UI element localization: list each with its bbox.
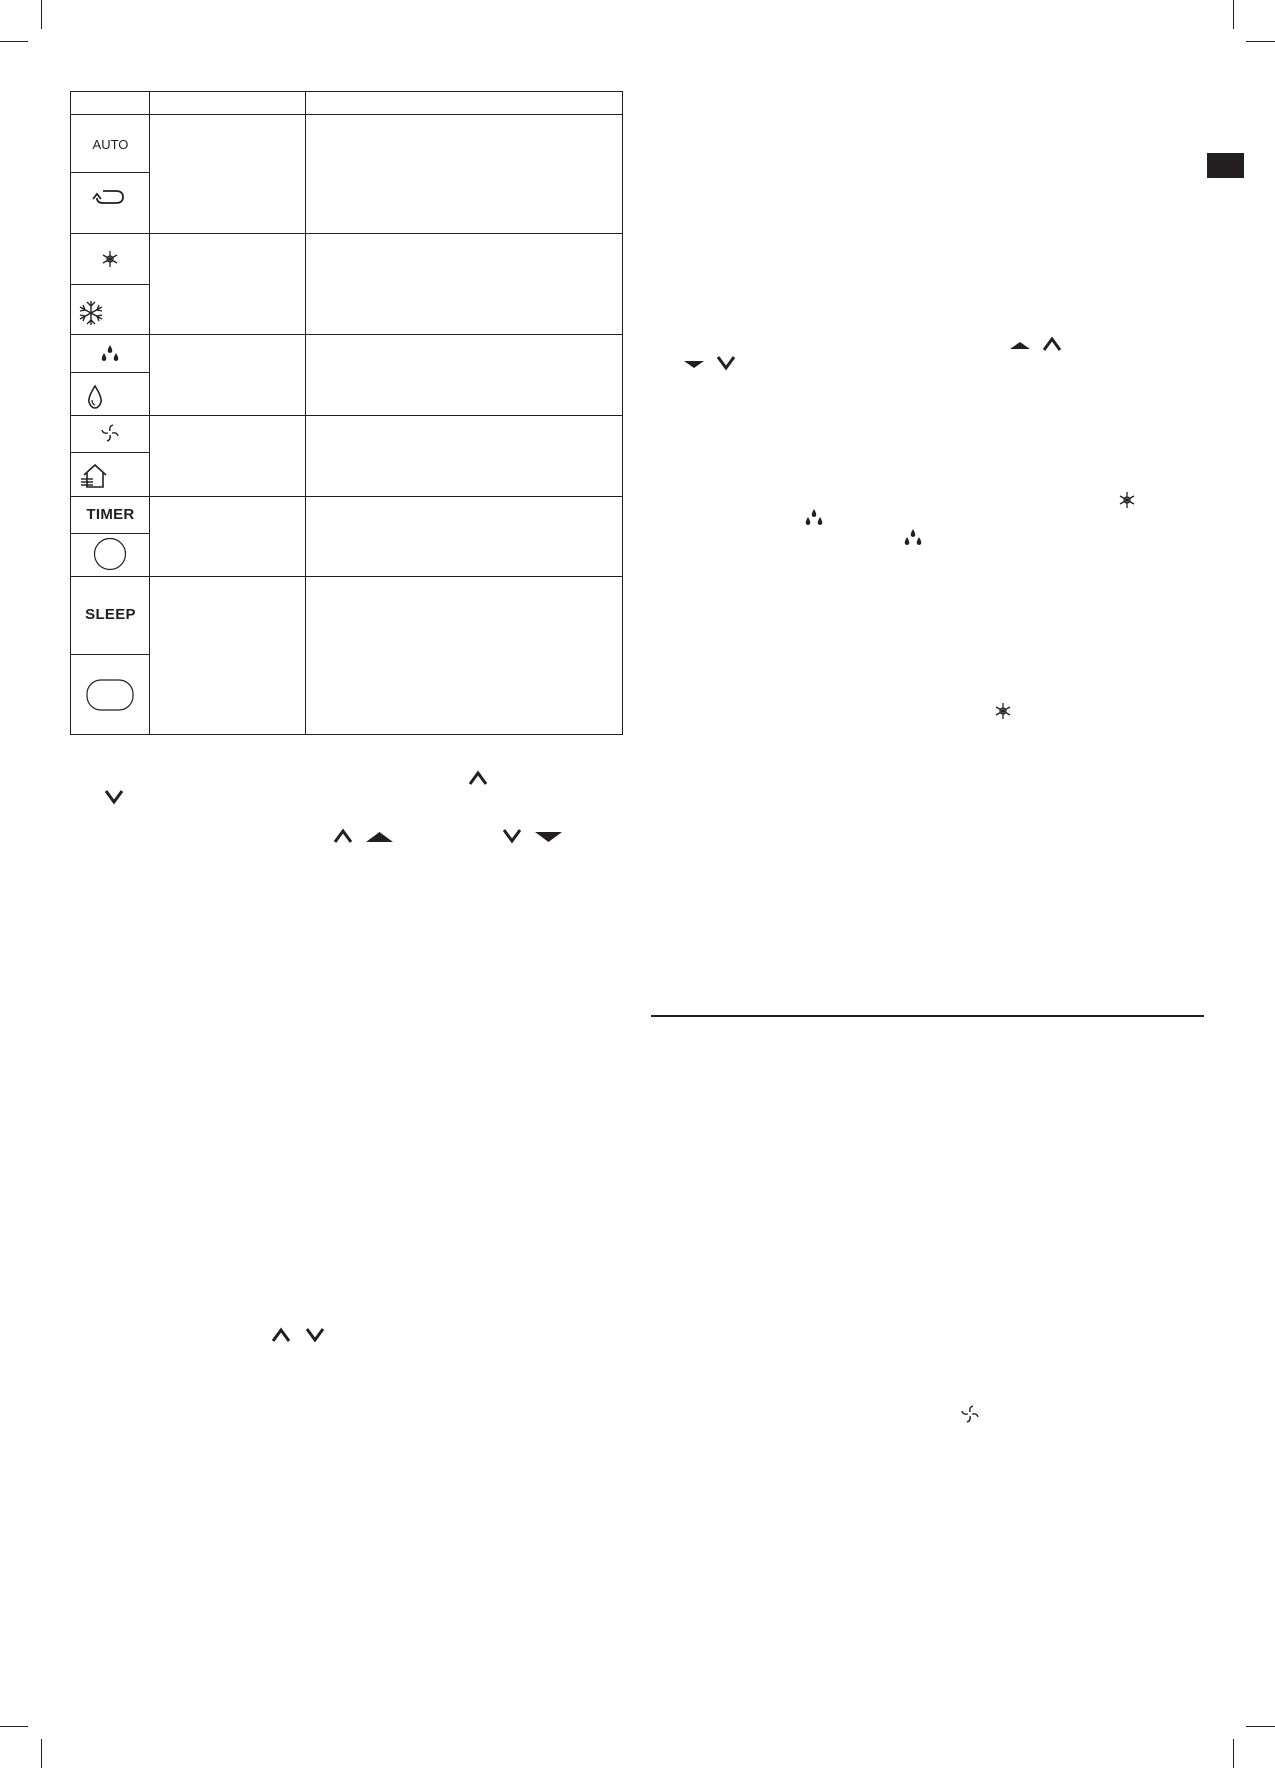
- auto-text-icon: AUTO: [92, 137, 129, 152]
- crop-mark: [41, 1739, 42, 1768]
- table-border: [70, 284, 150, 285]
- snowflake-large-icon: [78, 300, 104, 326]
- table-border: [70, 334, 623, 335]
- chevron-up-icon: [1042, 336, 1062, 352]
- section-divider: [651, 1015, 1204, 1017]
- table-border: [622, 91, 623, 735]
- rounded-button-icon: [86, 678, 134, 712]
- table-border: [70, 114, 623, 115]
- table-border: [70, 91, 623, 92]
- house-fan-icon: [80, 463, 110, 489]
- table-border: [70, 734, 623, 735]
- table-border: [70, 654, 150, 655]
- chevron-down-icon: [716, 355, 736, 371]
- chevron-down-icon: [502, 828, 522, 844]
- chevron-down-icon: [305, 1327, 325, 1343]
- droplets-icon: [903, 528, 923, 548]
- crop-mark: [1246, 41, 1275, 42]
- table-border: [70, 452, 150, 453]
- timer-text-icon: TIMER: [86, 506, 135, 523]
- crop-mark: [1233, 1739, 1234, 1768]
- crop-mark: [1246, 1726, 1275, 1727]
- crop-mark: [0, 1726, 28, 1727]
- triangle-down-icon: [535, 831, 562, 843]
- snowflake-small-icon: [101, 250, 119, 268]
- fan-icon: [100, 423, 120, 443]
- table-border: [70, 415, 623, 416]
- sleep-text-icon: SLEEP: [85, 606, 136, 623]
- table-border: [70, 372, 150, 373]
- chevron-up-icon: [271, 1327, 291, 1343]
- crop-mark: [41, 0, 42, 29]
- triangle-down-icon: [684, 360, 704, 369]
- chevron-up-icon: [468, 770, 488, 786]
- language-tab: [1207, 153, 1244, 178]
- table-border: [70, 496, 623, 497]
- table-border: [70, 91, 71, 735]
- chevron-up-icon: [333, 828, 353, 844]
- table-border: [70, 172, 150, 173]
- table-border: [149, 91, 150, 735]
- snowflake-small-icon: [1118, 491, 1136, 509]
- snowflake-small-icon: [994, 702, 1012, 720]
- cycle-arrow-icon: [92, 185, 128, 207]
- table-border: [70, 533, 150, 534]
- table-border: [70, 233, 623, 234]
- chevron-down-icon: [104, 789, 124, 805]
- drop-outline-icon: [86, 384, 104, 410]
- triangle-up-icon: [366, 831, 393, 843]
- crop-mark: [0, 41, 28, 42]
- circle-button-icon: [93, 537, 127, 571]
- droplets-icon: [100, 344, 120, 364]
- crop-mark: [1233, 0, 1234, 29]
- triangle-up-icon: [1010, 341, 1030, 350]
- table-border: [305, 91, 306, 735]
- droplets-icon: [804, 508, 824, 528]
- fan-icon: [960, 1404, 980, 1424]
- table-border: [70, 576, 623, 577]
